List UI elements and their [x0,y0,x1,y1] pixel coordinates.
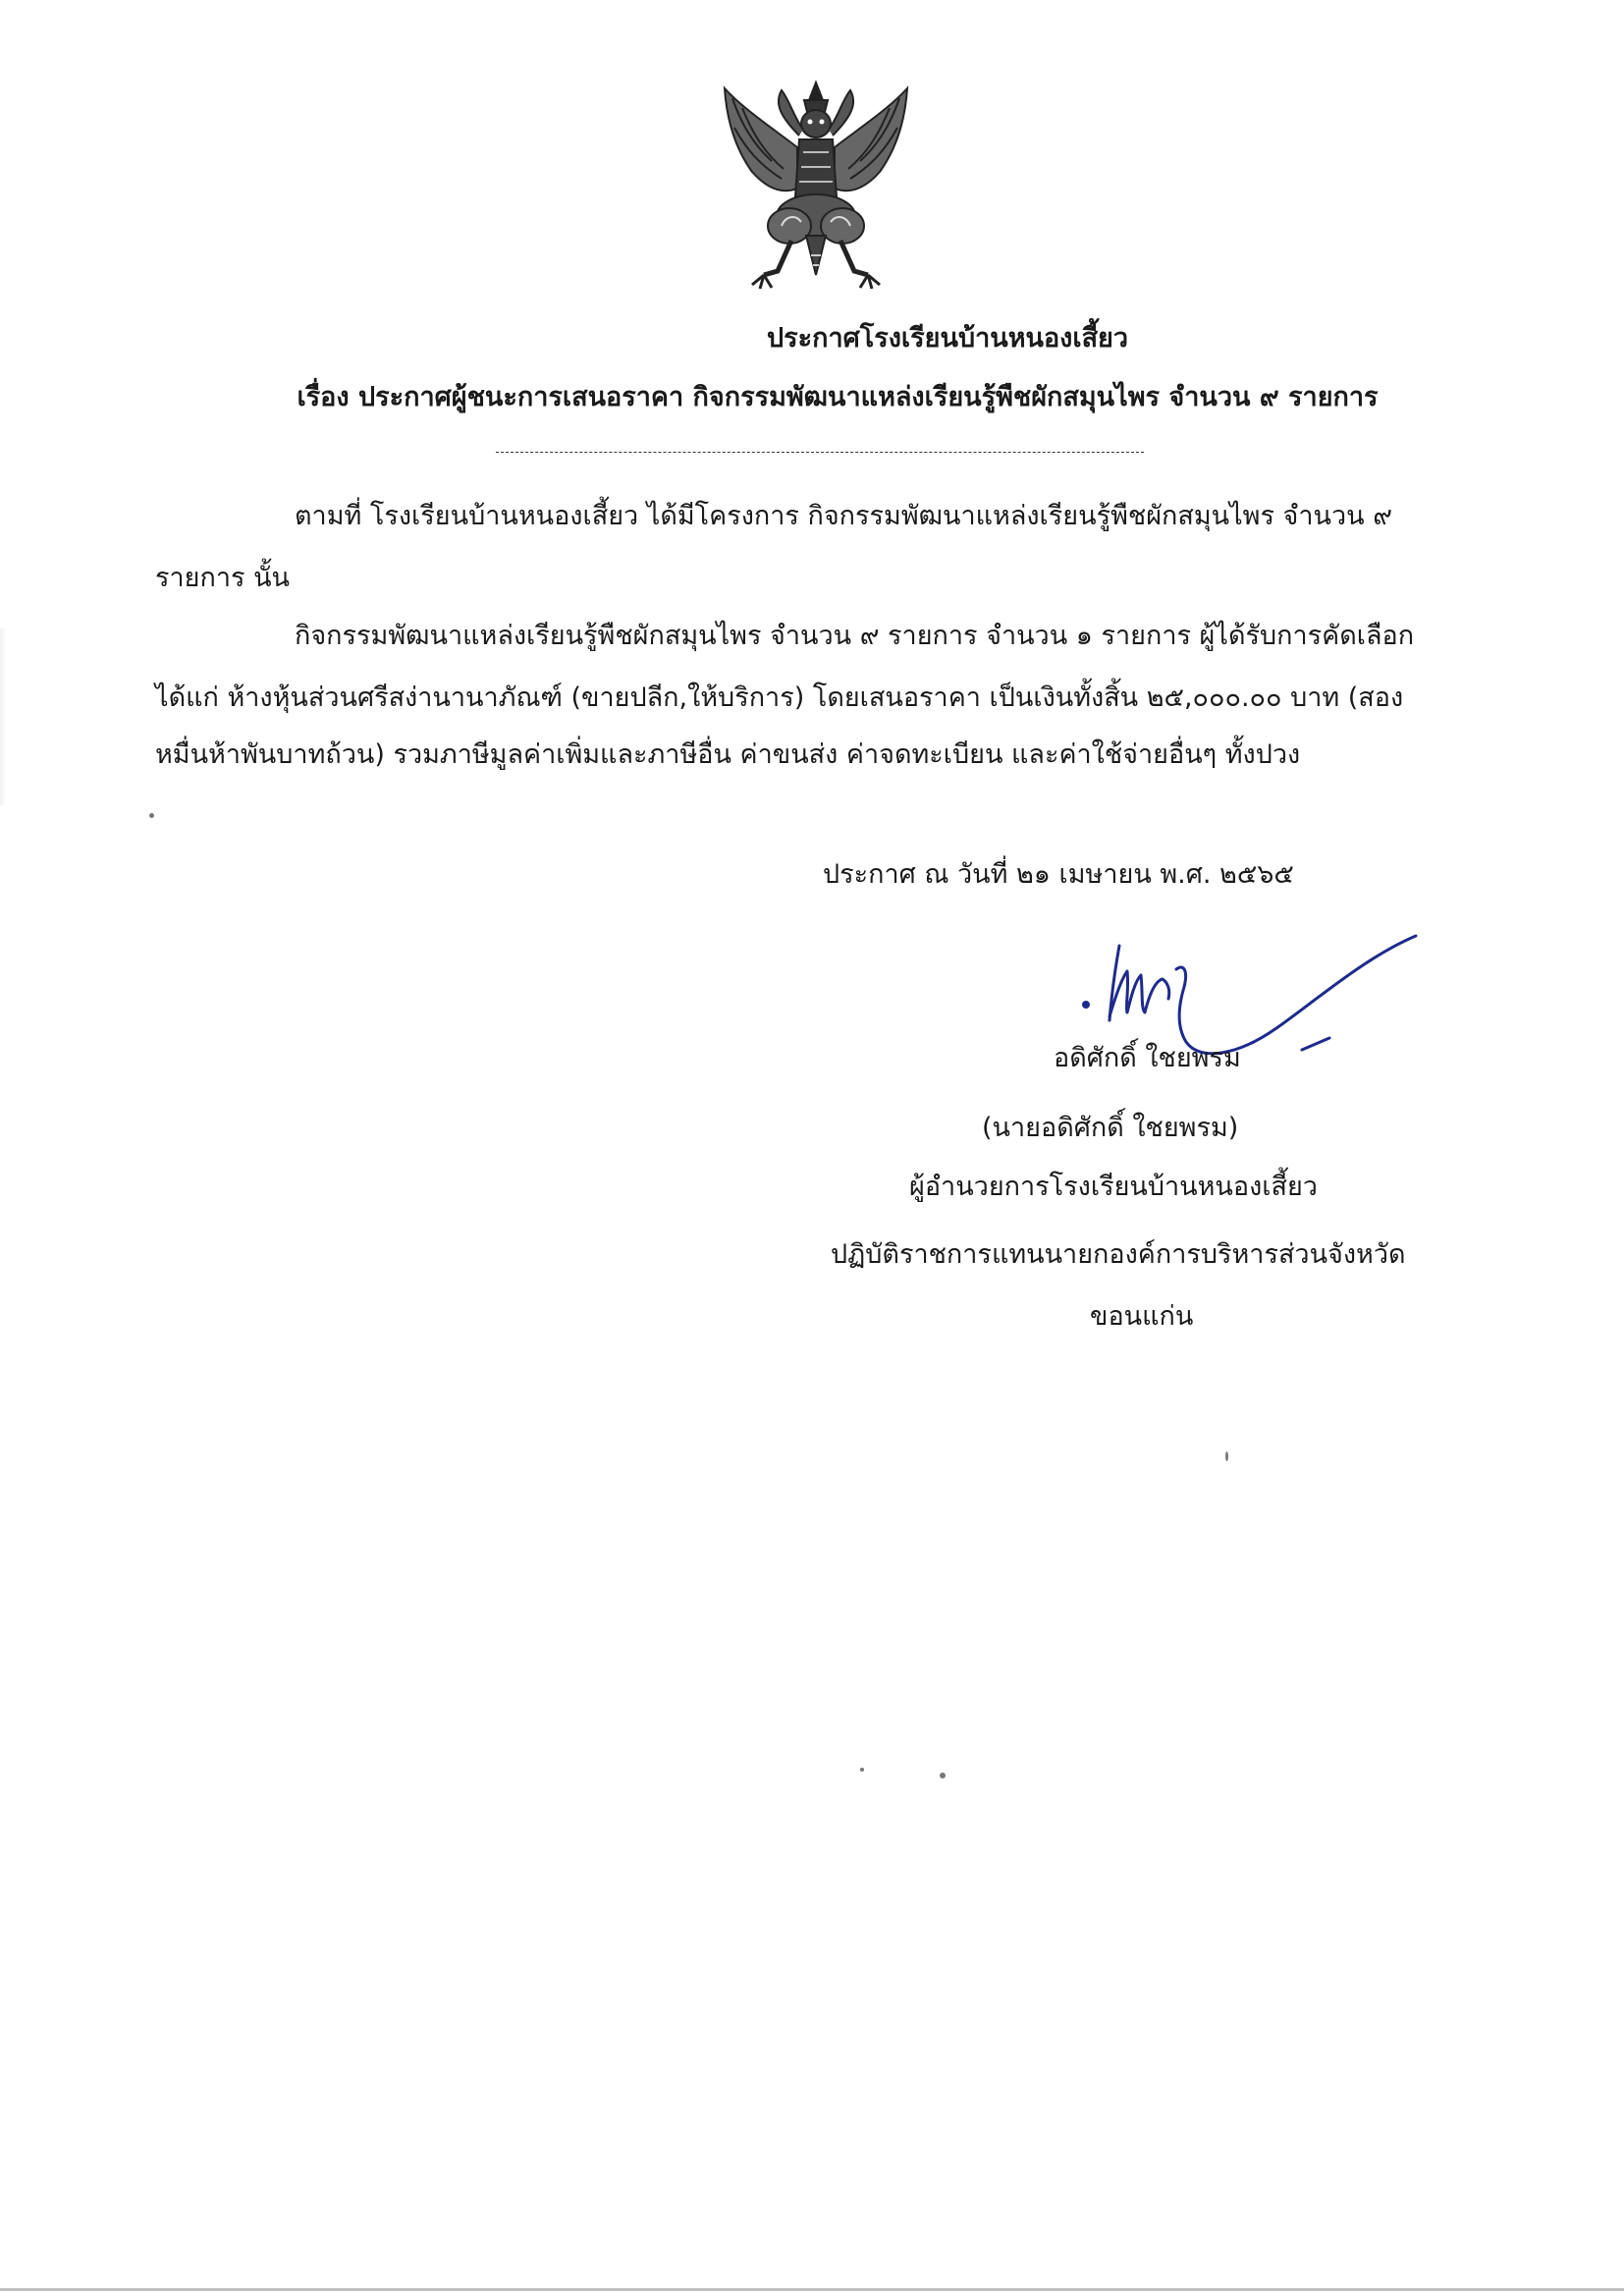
scan-speck [940,1773,946,1778]
paragraph-1-line-2: รายการ นั้น [155,563,290,593]
scan-edge-shadow [0,629,6,805]
subject-line: เรื่อง ประกาศผู้ชนะการเสนอราคา กิจกรรมพัฒนาแหล่งเรียนรู้พืชผักสมุนไพร จำนวน ๙ รายการ [297,382,1379,412]
signatory-signed-name: อดิศักดิ์ ใชยพรม [1054,1043,1241,1073]
scan-speck [860,1768,864,1772]
announcement-date: ประกาศ ณ วันที่ ๒๑ เมษายน พ.ศ. ๒๕๖๕ [823,859,1294,890]
garuda-emblem-icon [713,79,919,293]
signatory-full-name: (นายอดิศักดิ์ ใชยพรม) [982,1113,1239,1143]
divider [496,452,1144,453]
paragraph-2-line-1: กิจกรรมพัฒนาแหล่งเรียนรู้พืชผักสมุนไพร จำนวน ๙ รายการ จำนวน ๑ รายการ ผู้ได้รับการคัดเลือก [295,621,1415,651]
page-title: ประกาศโรงเรียนบ้านหนองเสี้ยว [766,323,1129,354]
paragraph-2-line-2: ได้แก่ ห้างหุ้นส่วนศรีสง่านานาภัณฑ์ (ขายปลีก,ให้บริการ) โดยเสนอราคา เป็นเงินทั้งสิ้น ๒๕,๐๐๐.๐๐ บาท (สอง [155,683,1404,713]
paragraph-2-line-3: หมื่นห้าพันบาทถ้วน) รวมภาษีมูลค่าเพิ่มและภาษีอื่น ค่าขนส่ง ค่าจดทะเบียน และค่าใช้จ่ายอื่นๆ ทั้งปวง [155,739,1301,770]
scan-speck [1225,1451,1228,1461]
signatory-position: ผู้อำนวยการโรงเรียนบ้านหนองเสี้ยว [909,1172,1318,1202]
paragraph-1-line-1: ตามที่ โรงเรียนบ้านหนองเสี้ยว ได้มีโครงการ กิจกรรมพัฒนาแหล่งเรียนรู้พืชผักสมุนไพร จำนวน ๙ [295,501,1392,531]
scan-speck [149,813,154,818]
signatory-province: ขอนแก่น [1090,1301,1194,1332]
scan-bottom-edge [0,2288,1624,2291]
signatory-acting-position: ปฏิบัติราชการแทนนายกองค์การบริหารส่วนจังหวัด [831,1239,1406,1270]
